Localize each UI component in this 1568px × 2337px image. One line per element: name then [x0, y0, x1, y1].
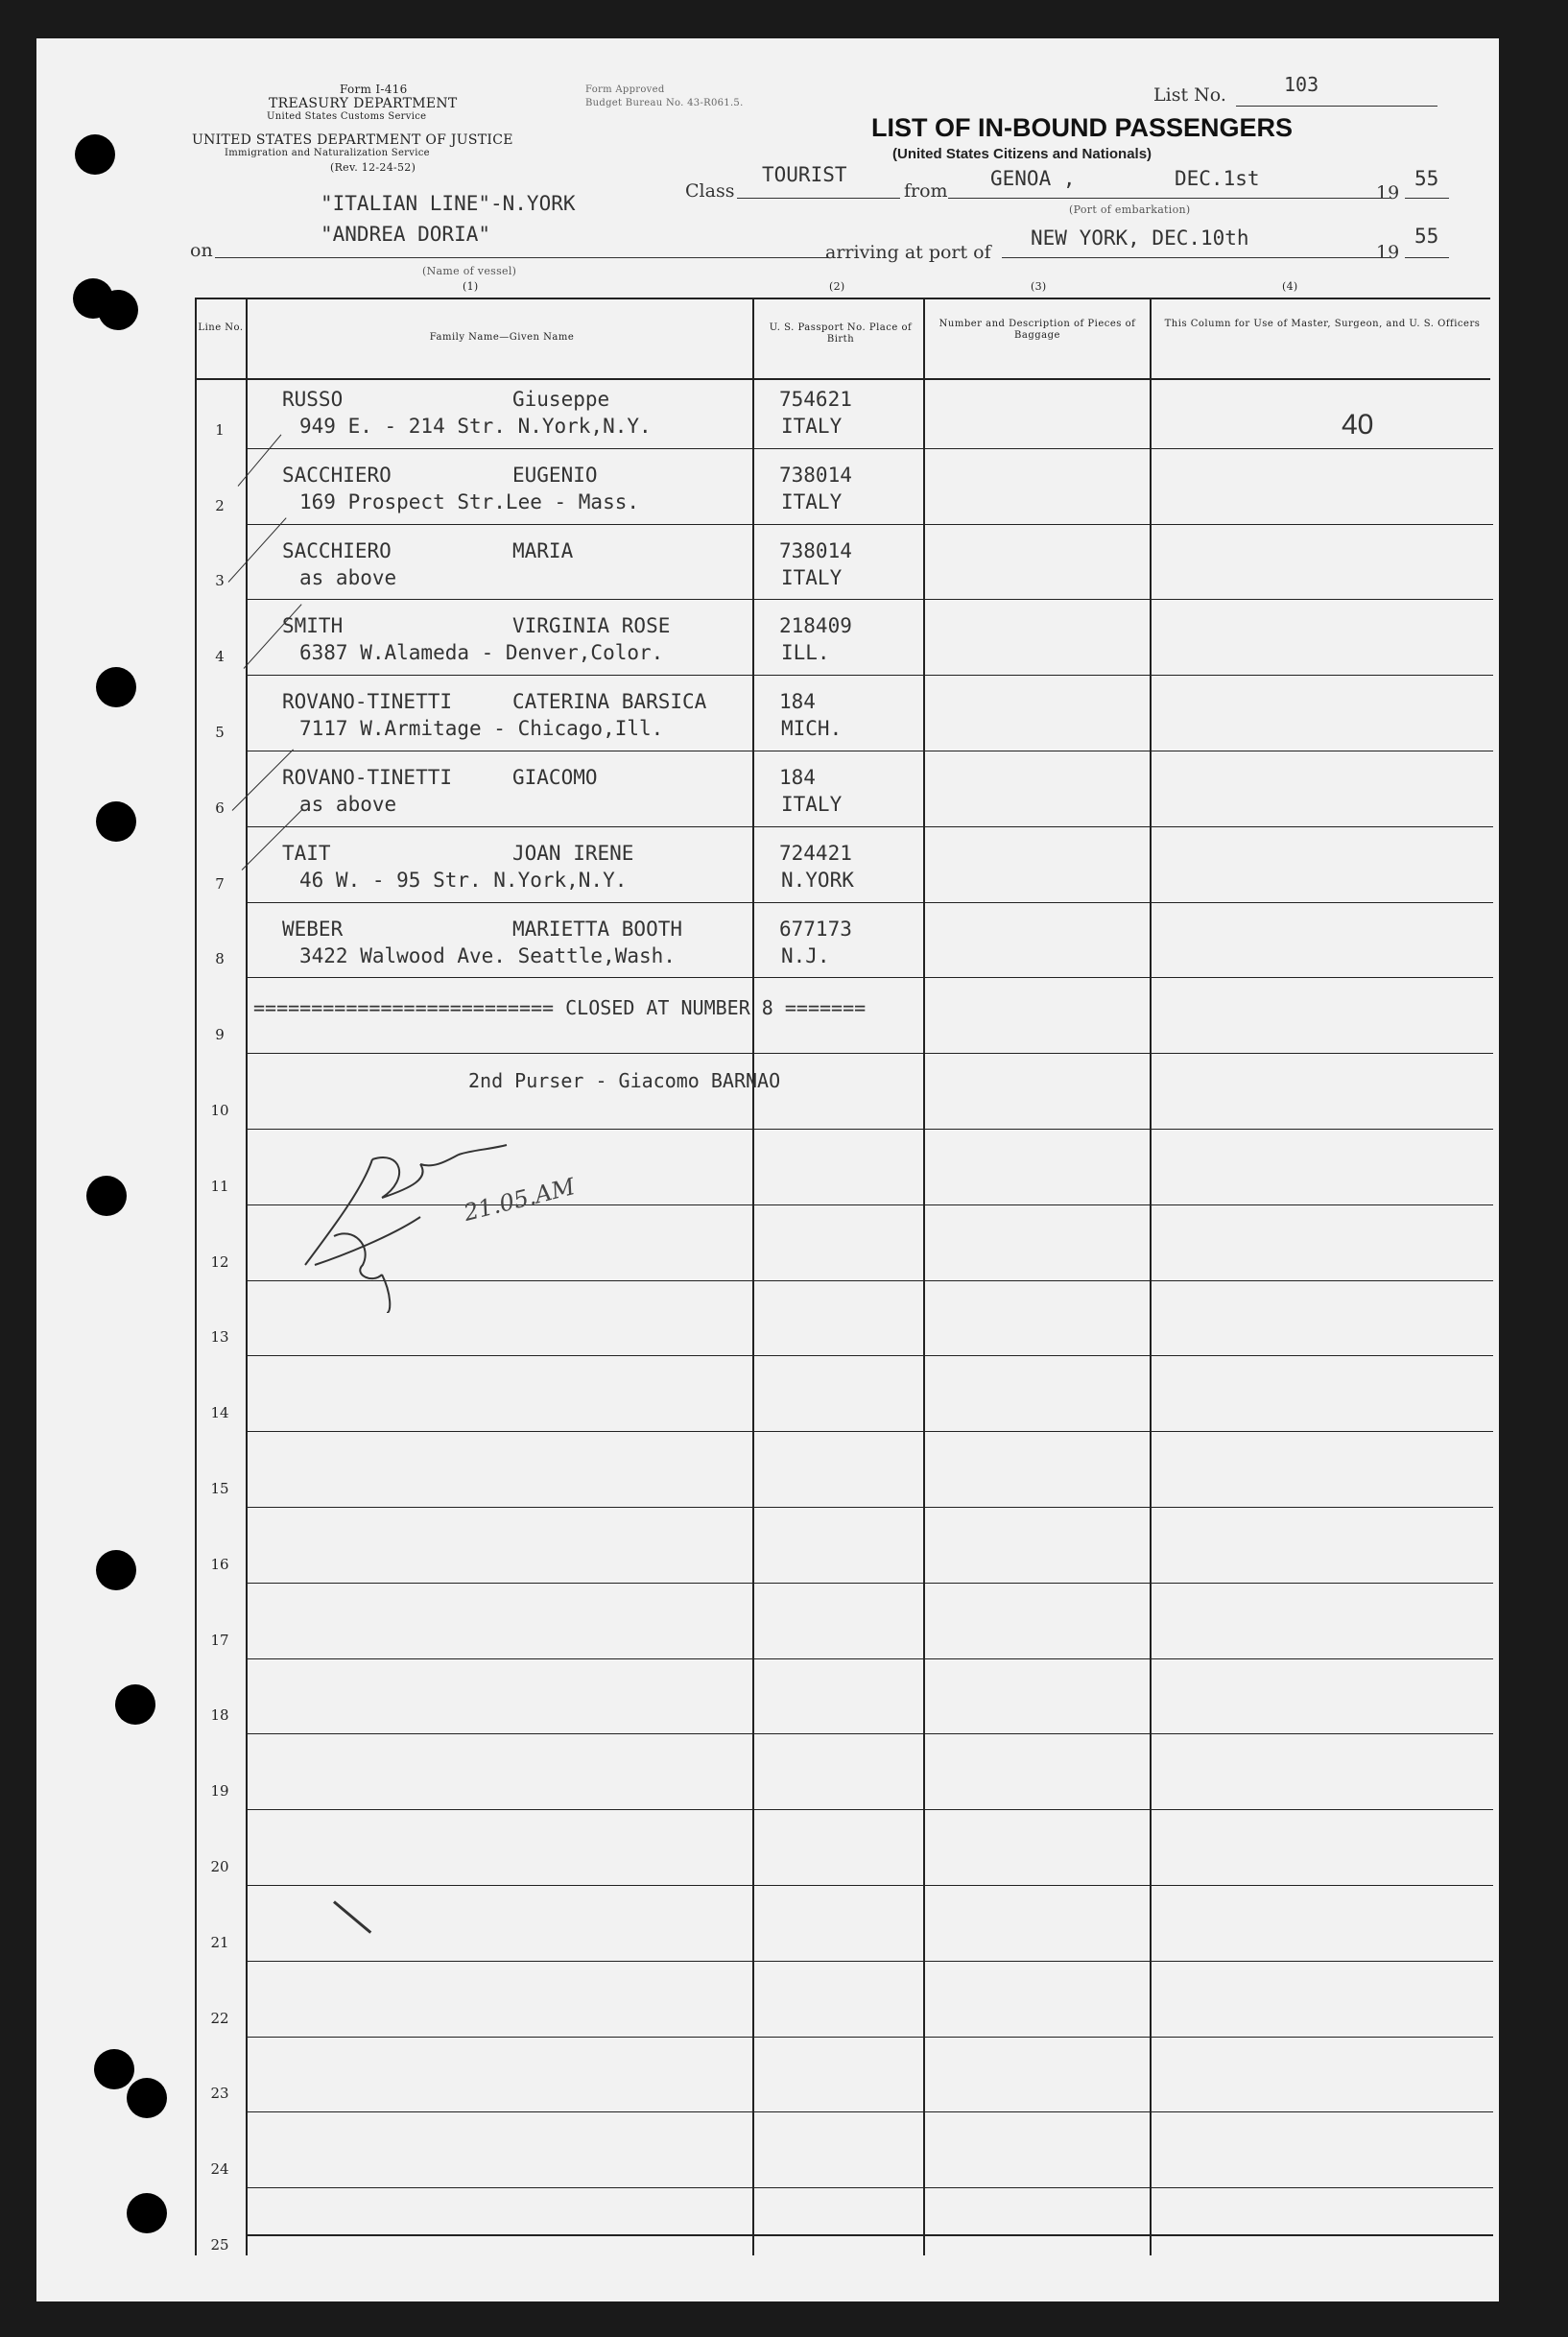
passenger-given-name: Giuseppe — [512, 388, 610, 411]
closing-line: ========================== CLOSED AT NUMBER 8 ======= — [253, 996, 867, 1019]
passport-number: 754621 — [779, 388, 852, 411]
binder-hole — [115, 1684, 155, 1725]
passport-number: 724421 — [779, 842, 852, 865]
line-number: 14 — [210, 1404, 229, 1421]
line-number: 23 — [210, 2085, 229, 2102]
passenger-given-name: MARIETTA BOOTH — [512, 918, 683, 941]
passenger-family-name: TAIT — [282, 842, 331, 865]
binder-hole — [96, 1550, 136, 1590]
row-rule — [246, 977, 1493, 978]
purser-signature — [267, 1121, 631, 1313]
binder-hole — [127, 2193, 167, 2233]
list-number-label: List No. — [1153, 84, 1226, 106]
form-number: Form I-416 — [340, 83, 408, 96]
binder-hole — [86, 1176, 127, 1216]
passenger-family-name: SMITH — [282, 614, 344, 637]
place-of-birth: ITALY — [781, 566, 843, 589]
place-of-birth: N.J. — [781, 944, 830, 967]
on-label: on — [190, 240, 213, 261]
line-number: 3 — [215, 572, 225, 589]
line-number: 10 — [210, 1102, 229, 1119]
place-of-birth: ITALY — [781, 415, 843, 438]
row-rule — [246, 448, 1493, 449]
passenger-family-name: RUSSO — [282, 388, 344, 411]
row-rule — [246, 1961, 1493, 1962]
officer-note: 40 — [1342, 409, 1374, 441]
binder-hole — [94, 2049, 134, 2089]
line-number: 7 — [215, 875, 225, 893]
line-number: 13 — [210, 1328, 229, 1346]
line-number: 12 — [210, 1253, 229, 1271]
vessel-name: "ANDREA DORIA" — [321, 223, 491, 246]
row-rule — [246, 599, 1493, 600]
passport-number: 184 — [779, 766, 816, 789]
place-of-birth: ILL. — [781, 641, 830, 664]
vessel-caption: (Name of vessel) — [422, 265, 517, 277]
shipping-line: "ITALIAN LINE"-N.YORK — [321, 192, 576, 215]
binder-hole — [96, 667, 136, 707]
class-label: Class — [685, 180, 735, 202]
passenger-given-name: VIRGINIA ROSE — [512, 614, 671, 637]
line-number: 19 — [210, 1782, 229, 1800]
port-caption: (Port of embarkation) — [1069, 203, 1191, 216]
row-rule — [246, 1507, 1493, 1508]
column-number: (3) — [1031, 280, 1047, 293]
class-value: TOURIST — [762, 163, 847, 186]
line-number: 2 — [215, 497, 225, 514]
binder-hole — [98, 290, 138, 330]
budget-bureau: Budget Bureau No. 43-R061.5. — [585, 98, 744, 108]
place-of-birth: ITALY — [781, 490, 843, 513]
passenger-address: 3422 Walwood Ave. Seattle,Wash. — [299, 944, 676, 967]
line-number: 15 — [210, 1480, 229, 1497]
row-rule — [246, 2111, 1493, 2112]
binder-hole — [75, 134, 115, 175]
row-rule — [246, 524, 1493, 525]
column-header-baggage: Number and Description of Pieces of Baggage — [938, 319, 1136, 341]
departure-year: 55 — [1414, 167, 1439, 190]
signature-date: 21.05.AM — [461, 1173, 578, 1227]
column-header-line-no: Line No. — [198, 322, 244, 333]
passenger-address: 6387 W.Alameda - Denver,Color. — [299, 641, 664, 664]
form-revision: (Rev. 12-24-52) — [330, 161, 416, 174]
row-rule — [246, 2187, 1493, 2188]
from-label: from — [904, 180, 948, 202]
line-number: 21 — [210, 1934, 229, 1951]
passport-number: 184 — [779, 690, 816, 713]
row-rule — [246, 1885, 1493, 1886]
passenger-address: as above — [299, 793, 397, 816]
passenger-family-name: SACCHIERO — [282, 464, 392, 487]
manifest-page — [36, 38, 1499, 2301]
passport-number: 218409 — [779, 614, 852, 637]
passenger-given-name: MARIA — [512, 539, 574, 562]
binder-hole — [127, 2078, 167, 2118]
place-of-birth: ITALY — [781, 793, 843, 816]
column-number: (4) — [1282, 280, 1298, 293]
column-header-name: Family Name—Given Name — [429, 332, 575, 343]
passenger-given-name: CATERINA BARSICA — [512, 690, 707, 713]
row-rule — [246, 1809, 1493, 1810]
line-number: 5 — [215, 724, 225, 741]
year-prefix: 19 — [1376, 242, 1400, 263]
passenger-address: 7117 W.Armitage - Chicago,Ill. — [299, 717, 664, 740]
row-rule — [246, 675, 1493, 676]
line-number: 25 — [210, 2236, 229, 2254]
column-number: (1) — [463, 280, 479, 293]
line-number: 17 — [210, 1632, 229, 1649]
passenger-address: as above — [299, 566, 397, 589]
port-of-embarkation: GENOA , — [990, 167, 1076, 190]
form-approved: Form Approved — [585, 84, 665, 95]
list-number: 103 — [1284, 73, 1319, 96]
passenger-family-name: ROVANO-TINETTI — [282, 690, 453, 713]
column-header-passport: U. S. Passport No. Place of Birth — [769, 322, 913, 345]
arrival-port-date: NEW YORK, DEC.10th — [1031, 227, 1249, 250]
column-number: (2) — [829, 280, 845, 293]
binder-hole — [96, 801, 136, 842]
customs-service: United States Customs Service — [267, 111, 427, 122]
row-rule — [246, 826, 1493, 827]
row-rule — [246, 902, 1493, 903]
department-of-justice: UNITED STATES DEPARTMENT OF JUSTICE — [192, 132, 513, 148]
line-number: 18 — [210, 1706, 229, 1724]
passport-number: 738014 — [779, 464, 852, 487]
line-number: 11 — [210, 1178, 229, 1195]
line-number: 16 — [210, 1556, 229, 1573]
row-rule — [246, 1583, 1493, 1584]
passenger-address: 169 Prospect Str.Lee - Mass. — [299, 490, 640, 513]
year-prefix: 19 — [1376, 182, 1400, 203]
passport-number: 738014 — [779, 539, 852, 562]
row-rule — [246, 2037, 1493, 2038]
treasury-department: TREASURY DEPARTMENT — [269, 96, 458, 111]
line-number: 22 — [210, 2010, 229, 2027]
immigration-service: Immigration and Naturalization Service — [225, 148, 430, 158]
passenger-address: 949 E. - 214 Str. N.York,N.Y. — [299, 415, 652, 438]
line-number: 8 — [215, 950, 225, 967]
arriving-label: arriving at port of — [825, 242, 991, 263]
passenger-family-name: ROVANO-TINETTI — [282, 766, 453, 789]
form-title: LIST OF IN-BOUND PASSENGERS — [871, 113, 1294, 142]
passport-number: 677173 — [779, 918, 852, 941]
place-of-birth: N.YORK — [781, 869, 854, 892]
row-rule — [246, 1658, 1493, 1659]
passenger-address: 46 W. - 95 Str. N.York,N.Y. — [299, 869, 628, 892]
line-number: 20 — [210, 1858, 229, 1875]
arrival-year: 55 — [1414, 225, 1439, 248]
passenger-given-name: EUGENIO — [512, 464, 598, 487]
passenger-given-name: GIACOMO — [512, 766, 598, 789]
departure-date: DEC.1st — [1175, 167, 1260, 190]
passenger-given-name: JOAN IRENE — [512, 842, 634, 865]
line-number: 6 — [215, 799, 225, 817]
place-of-birth: MICH. — [781, 717, 843, 740]
line-number: 1 — [215, 421, 225, 439]
row-rule — [246, 1053, 1493, 1054]
line-number: 4 — [215, 648, 225, 665]
passenger-family-name: WEBER — [282, 918, 344, 941]
passenger-family-name: SACCHIERO — [282, 539, 392, 562]
line-number: 9 — [215, 1026, 225, 1043]
row-rule — [246, 1431, 1493, 1432]
form-subtitle: (United States Citizens and Nationals) — [892, 146, 1152, 162]
row-rule — [246, 1355, 1493, 1356]
purser-line: 2nd Purser - Giacomo BARNAO — [468, 1069, 781, 1092]
row-rule — [246, 1733, 1493, 1734]
line-number: 24 — [210, 2160, 229, 2178]
column-header-officers: This Column for Use of Master, Surgeon, and U. S. Officers — [1164, 319, 1481, 329]
